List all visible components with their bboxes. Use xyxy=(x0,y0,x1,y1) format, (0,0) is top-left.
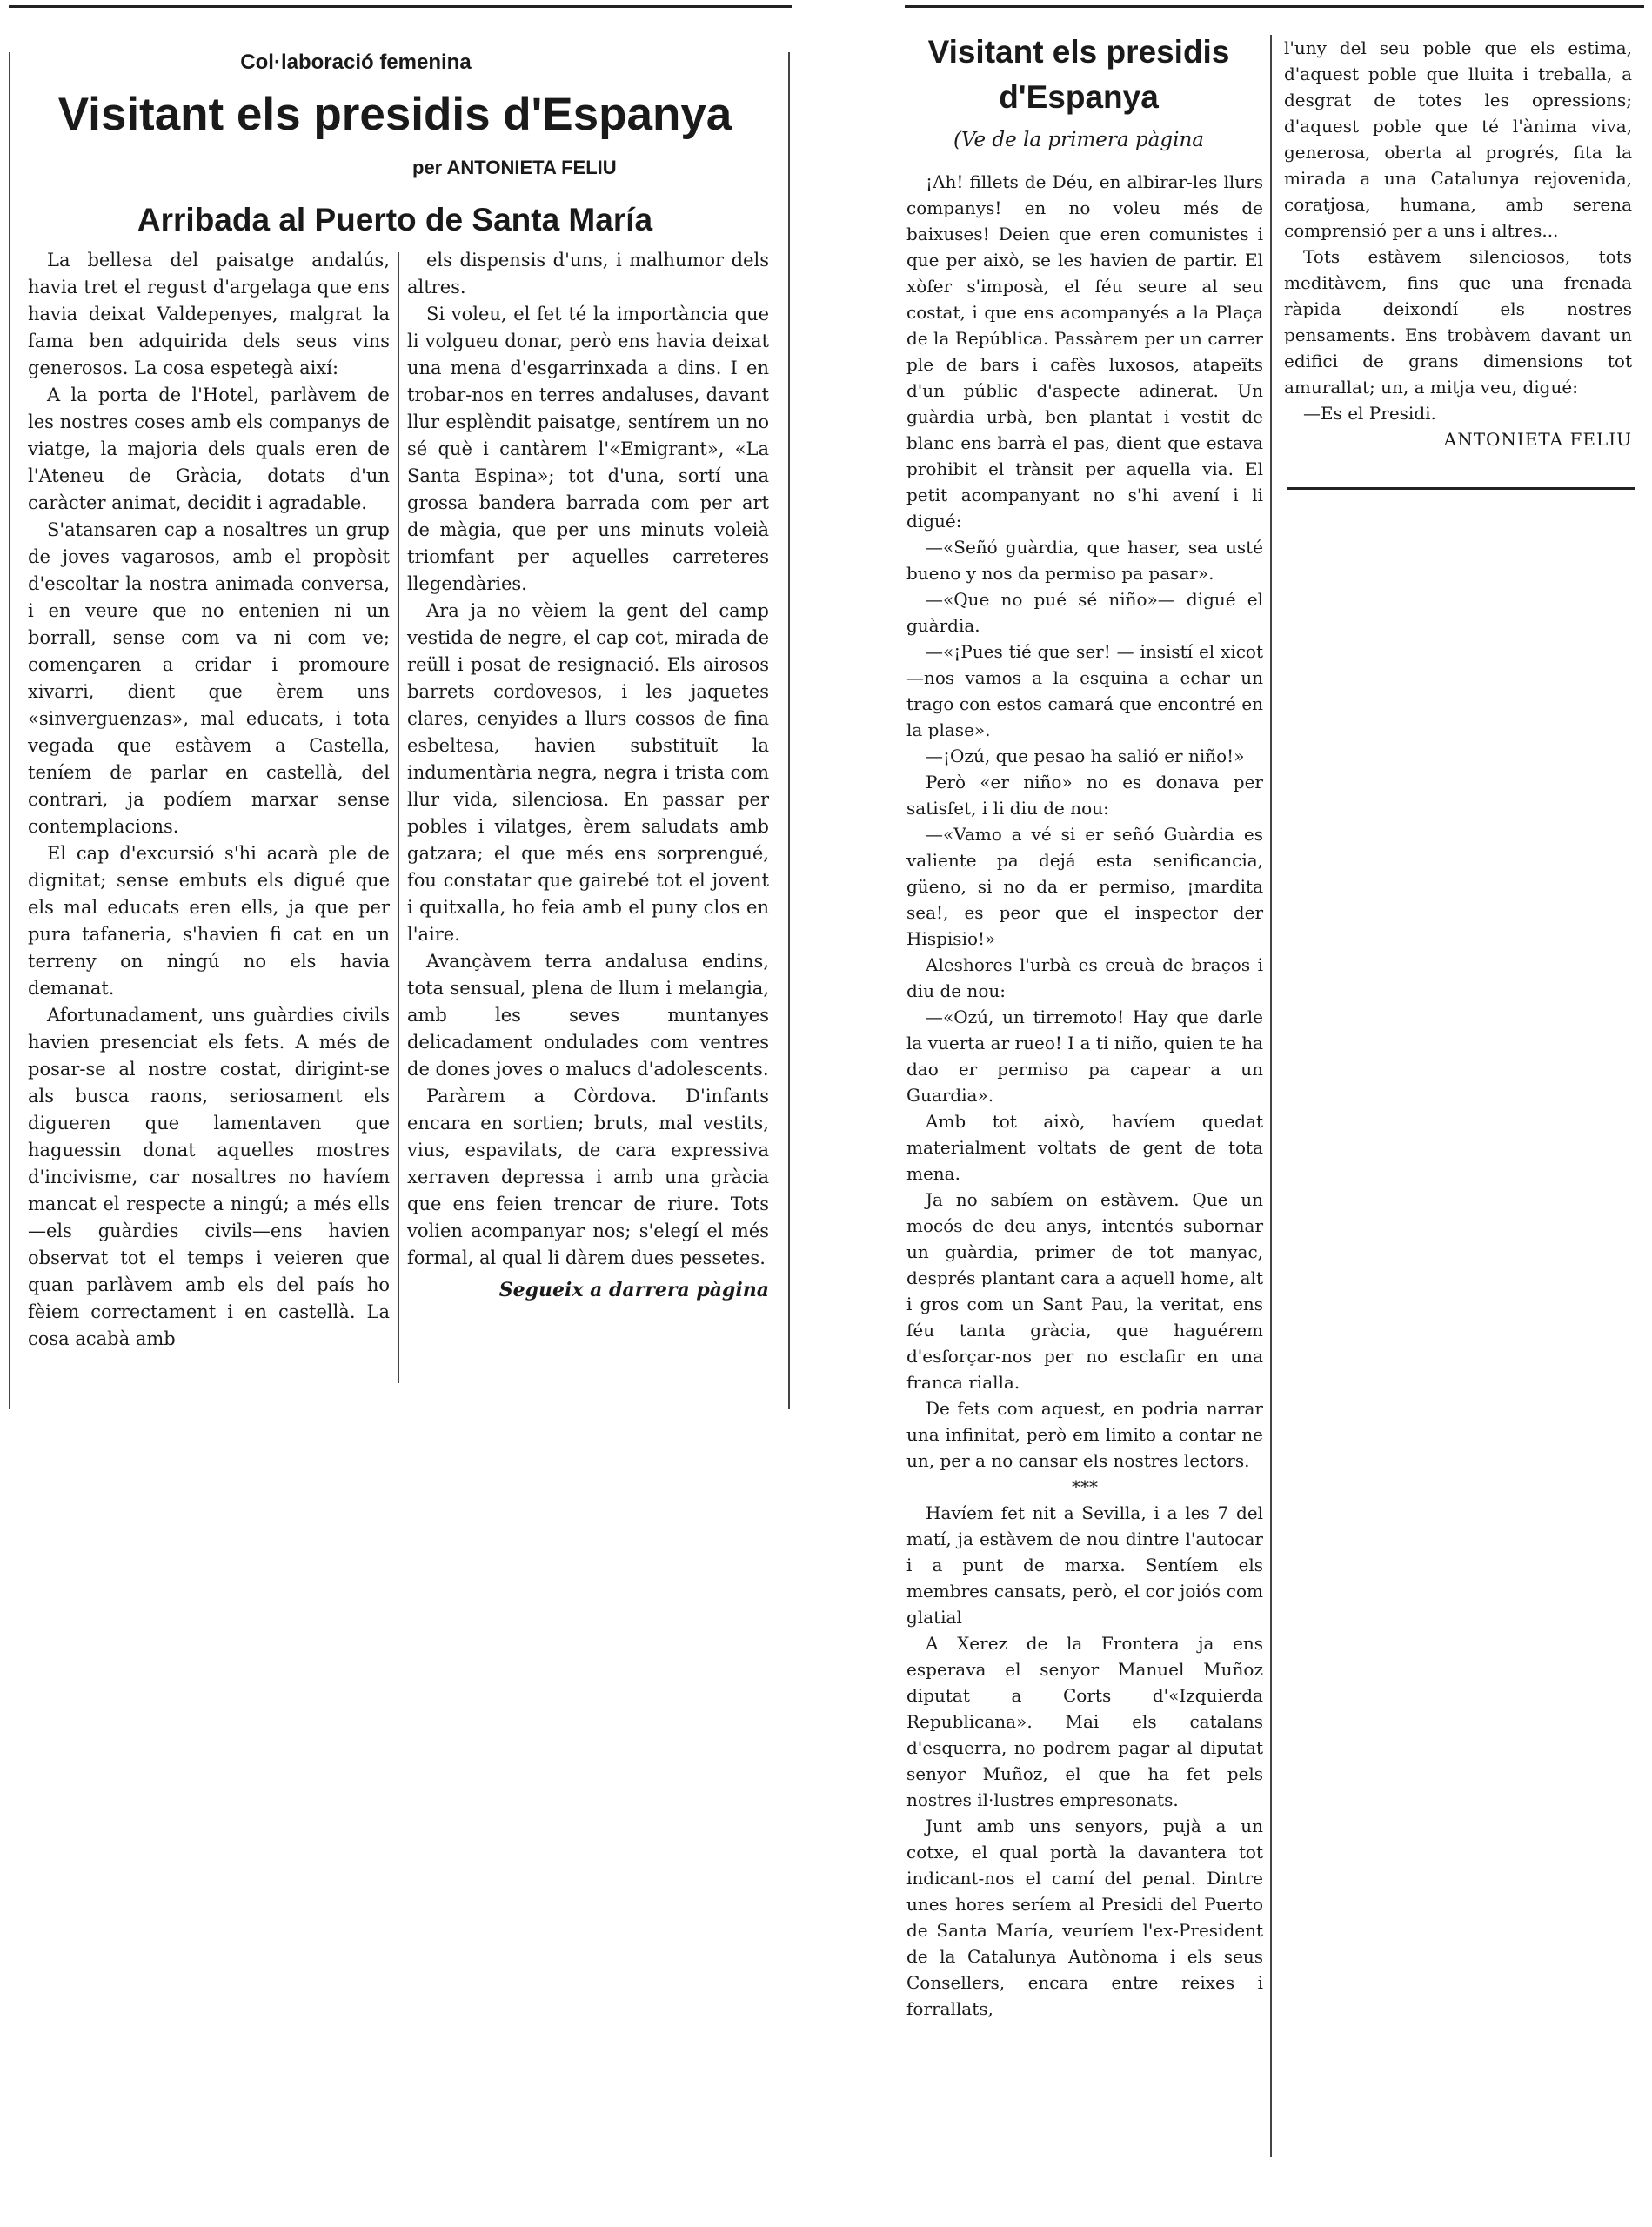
signature: ANTONIETA FELIU xyxy=(1443,429,1632,450)
paragraph: —«¡Pues tié que ser! — insistí el xicot—nos vamos a la esquina a echar un trago con estos camará que encontré en la plase». xyxy=(906,641,1263,740)
page-title: Visitant els presidis d'Espanya xyxy=(57,89,732,140)
right-column-2 xyxy=(1284,35,1632,452)
paragraph: —«Señó guàrdia, que haser, sea usté bueno y nos da permiso pa pasar». xyxy=(906,537,1263,584)
right-clipping xyxy=(896,0,1644,2227)
paragraph: l'uny del seu poble que els estima, d'aquest poble que lluita i treballa, a desgrat de totes les opressions; d'aquest poble que té l'ànima viva, generosa, oberta al progrés, fita la mirada a una Catalunya rejovenida, coratjosa, humana, amb serena comprensió per a uns i altres... xyxy=(1284,37,1632,241)
paragraph: Si voleu, el fet té la importància que li volgueu donar, però ens havia deixat una mena d'esgarrinxada a dins. I en trobar-nos en terres andaluses, davant llur esplèndit paisatge, sentírem un no sé què i cantàrem l'«Emigrant», «La Santa Espina»; tot d'una, sortí una grossa bandera barrada com per art de màgia, que per uns minuts voleià triomfant per aquelles carreteres llegendàries. xyxy=(407,304,769,594)
byline: per ANTONIETA FELIU xyxy=(412,157,617,178)
paragraph: A la porta de l'Hotel, parlàvem de les nostres coses amb els companys de viatge, la majoria dels quals eren de l'Ateneu de Gràcia, dotats d'un caràcter animat, decidit i agradable. xyxy=(28,385,390,513)
paragraph: Avançàvem terra andalusa endins, tota sensual, plena de llum i melangia, amb les seves muntanyes delicadament ondulades com ventres de dones joves o malucs d'adolescents. xyxy=(407,951,769,1080)
right-title-line-1: Visitant els presidis xyxy=(927,34,1230,70)
paragraph: La bellesa del paisatge andalús, havia tret el regust d'argelaga que ens havia deixat Valdepenyes, malgrat la fama ben adquirida dels seus vins generosos. La cosa espetegà així: xyxy=(28,250,390,378)
kicker: Col·laboració femenina xyxy=(240,50,472,74)
paragraph: Ja no sabíem on estàvem. Que un mocós de deu anys, intentés subornar un guàrdia, primer de tot manyac, després plantant cara a aquell home, alt i gros com un Sant Pau, la veritat, ens féu tanta gràcia, que haguérem d'esforçar-nos per no esclafir en una franca rialla. xyxy=(906,1189,1263,1393)
paragraph: A Xerez de la Frontera ja ens esperava el senyor Manuel Muñoz diputat a Corts d'«Izquierda Republicana». Mai els catalans d'esquerra, no podrem pagar al diputat senyor Muñoz, el que ha fet pels nostres il·lustres empresonats. xyxy=(906,1633,1263,1810)
paragraph: Tots estàvem silenciosos, tots meditàvem, fins que una frenada ràpida deixondí els nostres pensaments. Ens trobàvem davant un edifici de grans dimensions tot amurallat; un, a mitja veu, digué: xyxy=(1284,246,1632,398)
paragraph: —Es el Presidi. xyxy=(1303,403,1436,424)
paragraph: Ara ja no vèiem la gent del camp vestida de negre, el cap cot, mirada de reüll i posat de resignació. Els airosos barrets cordovesos, i les jaquetes clares, cenyides a llurs cossos de fina esbeltesa, havien substituït la indumentària negra, negra i trista com llur vida, silenciosa. En passar per pobles i vilatges, èrem saludats amb gatzara; el que més ens sorprengué, fou constatar que gairebé tot el jovent i quitxalla, ho feia amb el puny clos en l'aire. xyxy=(407,600,769,945)
paragraph: Aleshores l'urbà es creuà de braços i diu de nou: xyxy=(906,954,1263,1001)
paragraph: Paràrem a Còrdova. D'infants encara en sortien; bruts, mal vestits, vius, espavilats, de cara expressiva xerraven depressa i amb una gràcia que ens feien trencar de riure. Tots volien acompanyar nos; s'elegí el més formal, al qual li dàrem dues pessetes. xyxy=(407,1086,769,1268)
left-clipping xyxy=(12,0,786,1427)
continued-note: Segueix a darrera pàgina xyxy=(498,1279,769,1301)
column-divider xyxy=(398,252,399,1383)
paragraph: —«Que no pué sé niño»— digué el guàrdia. xyxy=(906,589,1263,636)
separator: *** xyxy=(1072,1476,1098,1497)
paragraph: —«Vamo a vé si er señó Guàrdia es valiente pa dejá esta senificancia, güeno, si no da er permiso, ¡mardita sea!, es peor que el inspector der Hispisio!» xyxy=(906,824,1263,949)
paragraph: —«Ozú, un tirremoto! Hay que darle la vuerta ar rueo! I a ti niño, quien te ha dao er permiso pa capear a un Guardia». xyxy=(906,1006,1263,1106)
paragraph: —¡Ozú, que pesao ha salió er niño!» xyxy=(926,746,1245,766)
paragraph: Afortunadament, uns guàrdies civils havien presenciat els fets. A més de posar-se al nostre costat, dirigint-se als busca raons, seriosament els digueren que lamentaven que haguessin donat aquelles mostres d'incivisme, car nosaltres no havíem mancat el respecte a ningú; a més ells—els guàrdies civils—ens havien observat tot el temps i veieren que quan parlàvem amb els del país ho fèiem correctament i en castellà. La cosa acabà amb xyxy=(28,1005,390,1349)
from-label: (Ve de la primera pàgina xyxy=(953,129,1204,151)
paragraph: El cap d'excursió s'hi acarà ple de dignitat; sense embuts els digué que els mal educats eren ells, ja que per pura tafaneria, s'havien fi cat en un terreny on ningú no els havia demanat. xyxy=(28,843,390,999)
paragraph: S'atansaren cap a nosaltres un grup de joves vagarosos, amb el propòsit d'escoltar la nostra animada conversa, i en veure que no entenien ni un borrall, sense com va ni com ve; començaren a cridar i promoure xivarri, dient que èrem uns «sinverguenzas», mal educats, i tota vegada que estàvem a Castella, teníem de parlar en castellà, del contrari, ja podíem marxar sense contemplacions. xyxy=(28,519,390,837)
left-column-2 xyxy=(407,247,769,1304)
paragraph: Amb tot això, havíem quedat materialment voltats de gent de tota mena. xyxy=(906,1111,1263,1184)
subtitle: Arribada al Puerto de Santa María xyxy=(137,202,653,237)
right-column-1 xyxy=(906,169,1263,2022)
paragraph: Junt amb uns senyors, pujà a un cotxe, el qual portà la davantera tot indicant-nos el camí del penal. Dintre unes hores seríem al Presidi del Puerto de Santa María, veuríem l'ex-President de la Catalunya Autònoma i els seus Consellers, encara entre reixes i forrallats, xyxy=(906,1816,1263,2019)
paragraph: els dispensis d'uns, i malhumor dels altres. xyxy=(407,250,769,298)
paragraph: De fets com aquest, en podria narrar una infinitat, però em limito a contar ne un, per a no cansar els nostres lectors. xyxy=(906,1398,1263,1471)
left-edge-rule xyxy=(9,52,10,1409)
right-title-line-2: d'Espanya xyxy=(999,79,1159,115)
left-right-edge-rule xyxy=(788,52,790,1409)
paragraph: Havíem fet nit a Sevilla, i a les 7 del matí, ja estàvem de nou dintre l'autocar i a punt de marxa. Sentíem els membres cansats, però, el cor joiós com glatial xyxy=(906,1502,1263,1628)
left-column-1 xyxy=(28,247,390,1353)
paragraph: Però «er niño» no es donava per satisfet, i li diu de nou: xyxy=(906,772,1263,819)
paragraph: ¡Ah! fillets de Déu, en albirar-les llurs companys! en no voleu més de baixuses! Deien que eren comunistes i que per això, se les havien de partir. El xòfer s'imposà, el féu seure al seu costat, i que ens acompanyés a la Plaça de la República. Passàrem per un carrer ple de bars i cafès luxosos, atapeïts d'un públic d'aspecte adinerat. Un guàrdia urbà, ben plantat i vestit de blanc ens barrà el pas, dient que estava prohibit el trànsit per aquella via. El petit acompanyant no s'hi avení i li digué: xyxy=(906,171,1263,532)
